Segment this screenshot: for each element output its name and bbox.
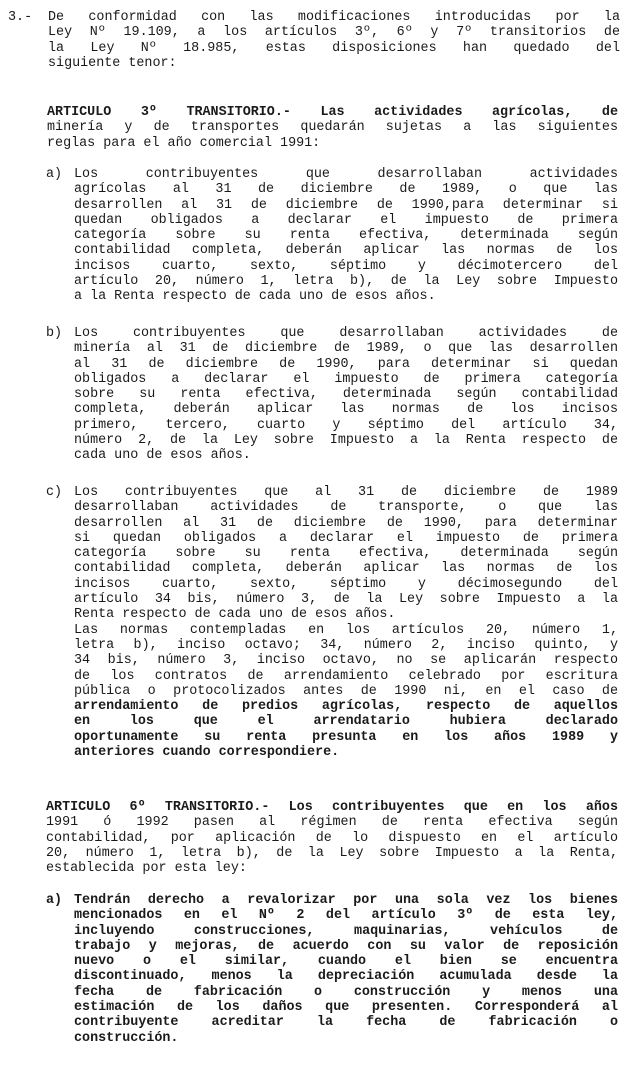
text-line: cada uno de esos años. — [74, 448, 251, 464]
text-line: incisos cuarto, sexto, séptimo y décimosegundo del — [74, 576, 618, 592]
text-line: completa, deberán aplicar las normas de los incisos — [74, 402, 618, 418]
text-line: arrendamiento de predios agrícolas, respecto de aquellos — [74, 699, 618, 715]
text-line: Tendrán derecho a revalorizar por una sola vez los bienes — [74, 893, 618, 908]
intro-paragraph — [8, 10, 620, 71]
text-line: Las normas contempladas en los artículos 20, número 1, — [74, 622, 618, 638]
text-line: 34 bis, número 3, inciso octavo, no se aplicarán respecto — [74, 653, 618, 669]
text-line: ARTICULO 6º TRANSITORIO.- Los contribuyentes que en los años — [46, 800, 618, 815]
text-line: número 2, de la Ley sobre Impuesto a la Renta respecto de — [74, 433, 618, 449]
text-line: a la Renta respecto de cada uno de esos años. — [74, 289, 436, 305]
text-line: pública o protocolizados antes de 1990 ni, en el caso de — [74, 683, 618, 699]
article-6-heading — [46, 800, 618, 876]
text-line: artículo 34 bis, número 3, de la Ley sobre Impuesto a la — [74, 592, 618, 608]
text-line: categoría sobre su renta efectiva, determinada según — [74, 228, 618, 244]
text-line: en los que el arrendatario hubiera declarado — [74, 714, 618, 730]
text-line: minería y de transportes quedarán sujetas a las siguientes — [47, 120, 618, 136]
text-line: de los contratos de arrendamiento celebrado por escritura — [74, 668, 618, 684]
text-line: la Ley Nº 18.985, estas disposiciones han quedado del — [48, 40, 620, 56]
item-label: c) — [46, 485, 63, 500]
text-line: categoría sobre su renta efectiva, determinada según — [74, 546, 618, 562]
text-line: establecida por esta ley: — [46, 861, 247, 877]
item-label: b) — [46, 326, 63, 341]
text-line: si quedan obligados a declarar el impuesto de primera — [74, 530, 618, 546]
text-line: siguiente tenor: — [48, 55, 177, 71]
text-line: quedan obligados a declarar el impuesto de primera — [74, 212, 618, 228]
text-line: contribuyente acreditar la fecha de fabricación o — [74, 1015, 618, 1031]
text-line: obligados a declarar el impuesto de primera categoría — [74, 371, 618, 387]
article-6-item-a — [46, 893, 618, 1046]
article-3-item-c — [46, 485, 618, 760]
text-line: fecha de fabricación o construcción y menos una — [74, 984, 618, 1000]
text-line: artículo 20, número 1, letra b), de la Ley sobre Impuesto — [74, 274, 618, 290]
text-line: desarrollen al 31 de diciembre de 1990, para determinar — [74, 515, 618, 531]
text-line: Los contribuyentes que al 31 de diciembre de 1989 — [74, 485, 618, 500]
article-3-heading — [47, 105, 618, 151]
text-line: desarrollaban actividades de transporte, o que las — [74, 500, 618, 516]
text-line: reglas para el año comercial 1991: — [47, 135, 321, 151]
text-line: ARTICULO 3º TRANSITORIO.- Las actividades agrícolas, de — [47, 105, 618, 120]
text-line: contabilidad completa, deberán aplicar las normas de los — [74, 561, 618, 577]
text-line: discontinuado, menos la depreciación acumulada desde la — [74, 969, 618, 985]
text-line: Los contribuyentes que desarrollaban actividades — [74, 167, 618, 182]
text-line: primero, tercero, cuarto y séptimo del artículo 34, — [74, 417, 618, 433]
text-line: contabilidad, por aplicación de lo dispuesto en el artículo — [46, 830, 618, 846]
text-line: desarrollen al 31 de diciembre de 1990,para determinar si — [74, 197, 618, 213]
text-line: incluyendo construcciones, maquinarias, vehículos de — [74, 923, 618, 939]
intro-text — [8, 10, 620, 71]
article-3-item-b — [46, 326, 618, 464]
text-line: mencionados en el Nº 2 del artículo 3º de esta ley, — [74, 908, 618, 924]
item-label: a) — [46, 893, 63, 908]
text-line: anteriores cuando correspondiere. — [74, 745, 340, 761]
item-label: a) — [46, 167, 63, 182]
text-line: contabilidad completa, deberán aplicar las normas de los — [74, 243, 618, 259]
text-line: estimación de los daños que presenten. Corresponderá al — [74, 1000, 618, 1016]
text-line: sobre su renta efectiva, determinada según contabilidad — [74, 387, 618, 403]
text-line: nuevo o el similar, cuando el bien se encuentra — [74, 954, 618, 970]
section-number: 3.- — [8, 10, 33, 25]
article-3-item-a — [46, 167, 618, 305]
text-line: minería al 31 de diciembre de 1989, o que las desarrollen — [74, 341, 618, 357]
text-line: Renta respecto de cada uno de esos años. — [74, 607, 396, 623]
text-line: oportunamente su renta presunta en los años 1989 y — [74, 729, 618, 745]
text-line: Los contribuyentes que desarrollaban actividades de — [74, 326, 618, 341]
text-line: 20, número 1, letra b), de la Ley sobre Impuesto a la Renta, — [46, 845, 618, 861]
text-line: Ley Nº 19.109, a los artículos 3º, 6º y 7º transitorios de — [48, 25, 620, 41]
text-line: construcción. — [74, 1030, 179, 1046]
text-line: trabajo y mejoras, de acuerdo con su valor de reposición — [74, 938, 618, 954]
text-line: 1991 ó 1992 pasen al régimen de renta efectiva según — [46, 815, 618, 831]
text-line: agrícolas al 31 de diciembre de 1989, o que las — [74, 182, 618, 198]
text-line: al 31 de diciembre de 1990, para determinar si quedan — [74, 356, 618, 372]
text-line: incisos cuarto, sexto, séptimo y décimotercero del — [74, 258, 618, 274]
text-line: letra b), inciso octavo; 34, número 2, inciso quinto, y — [74, 637, 618, 653]
text-line: De conformidad con las modificaciones introducidas por la — [48, 10, 620, 25]
